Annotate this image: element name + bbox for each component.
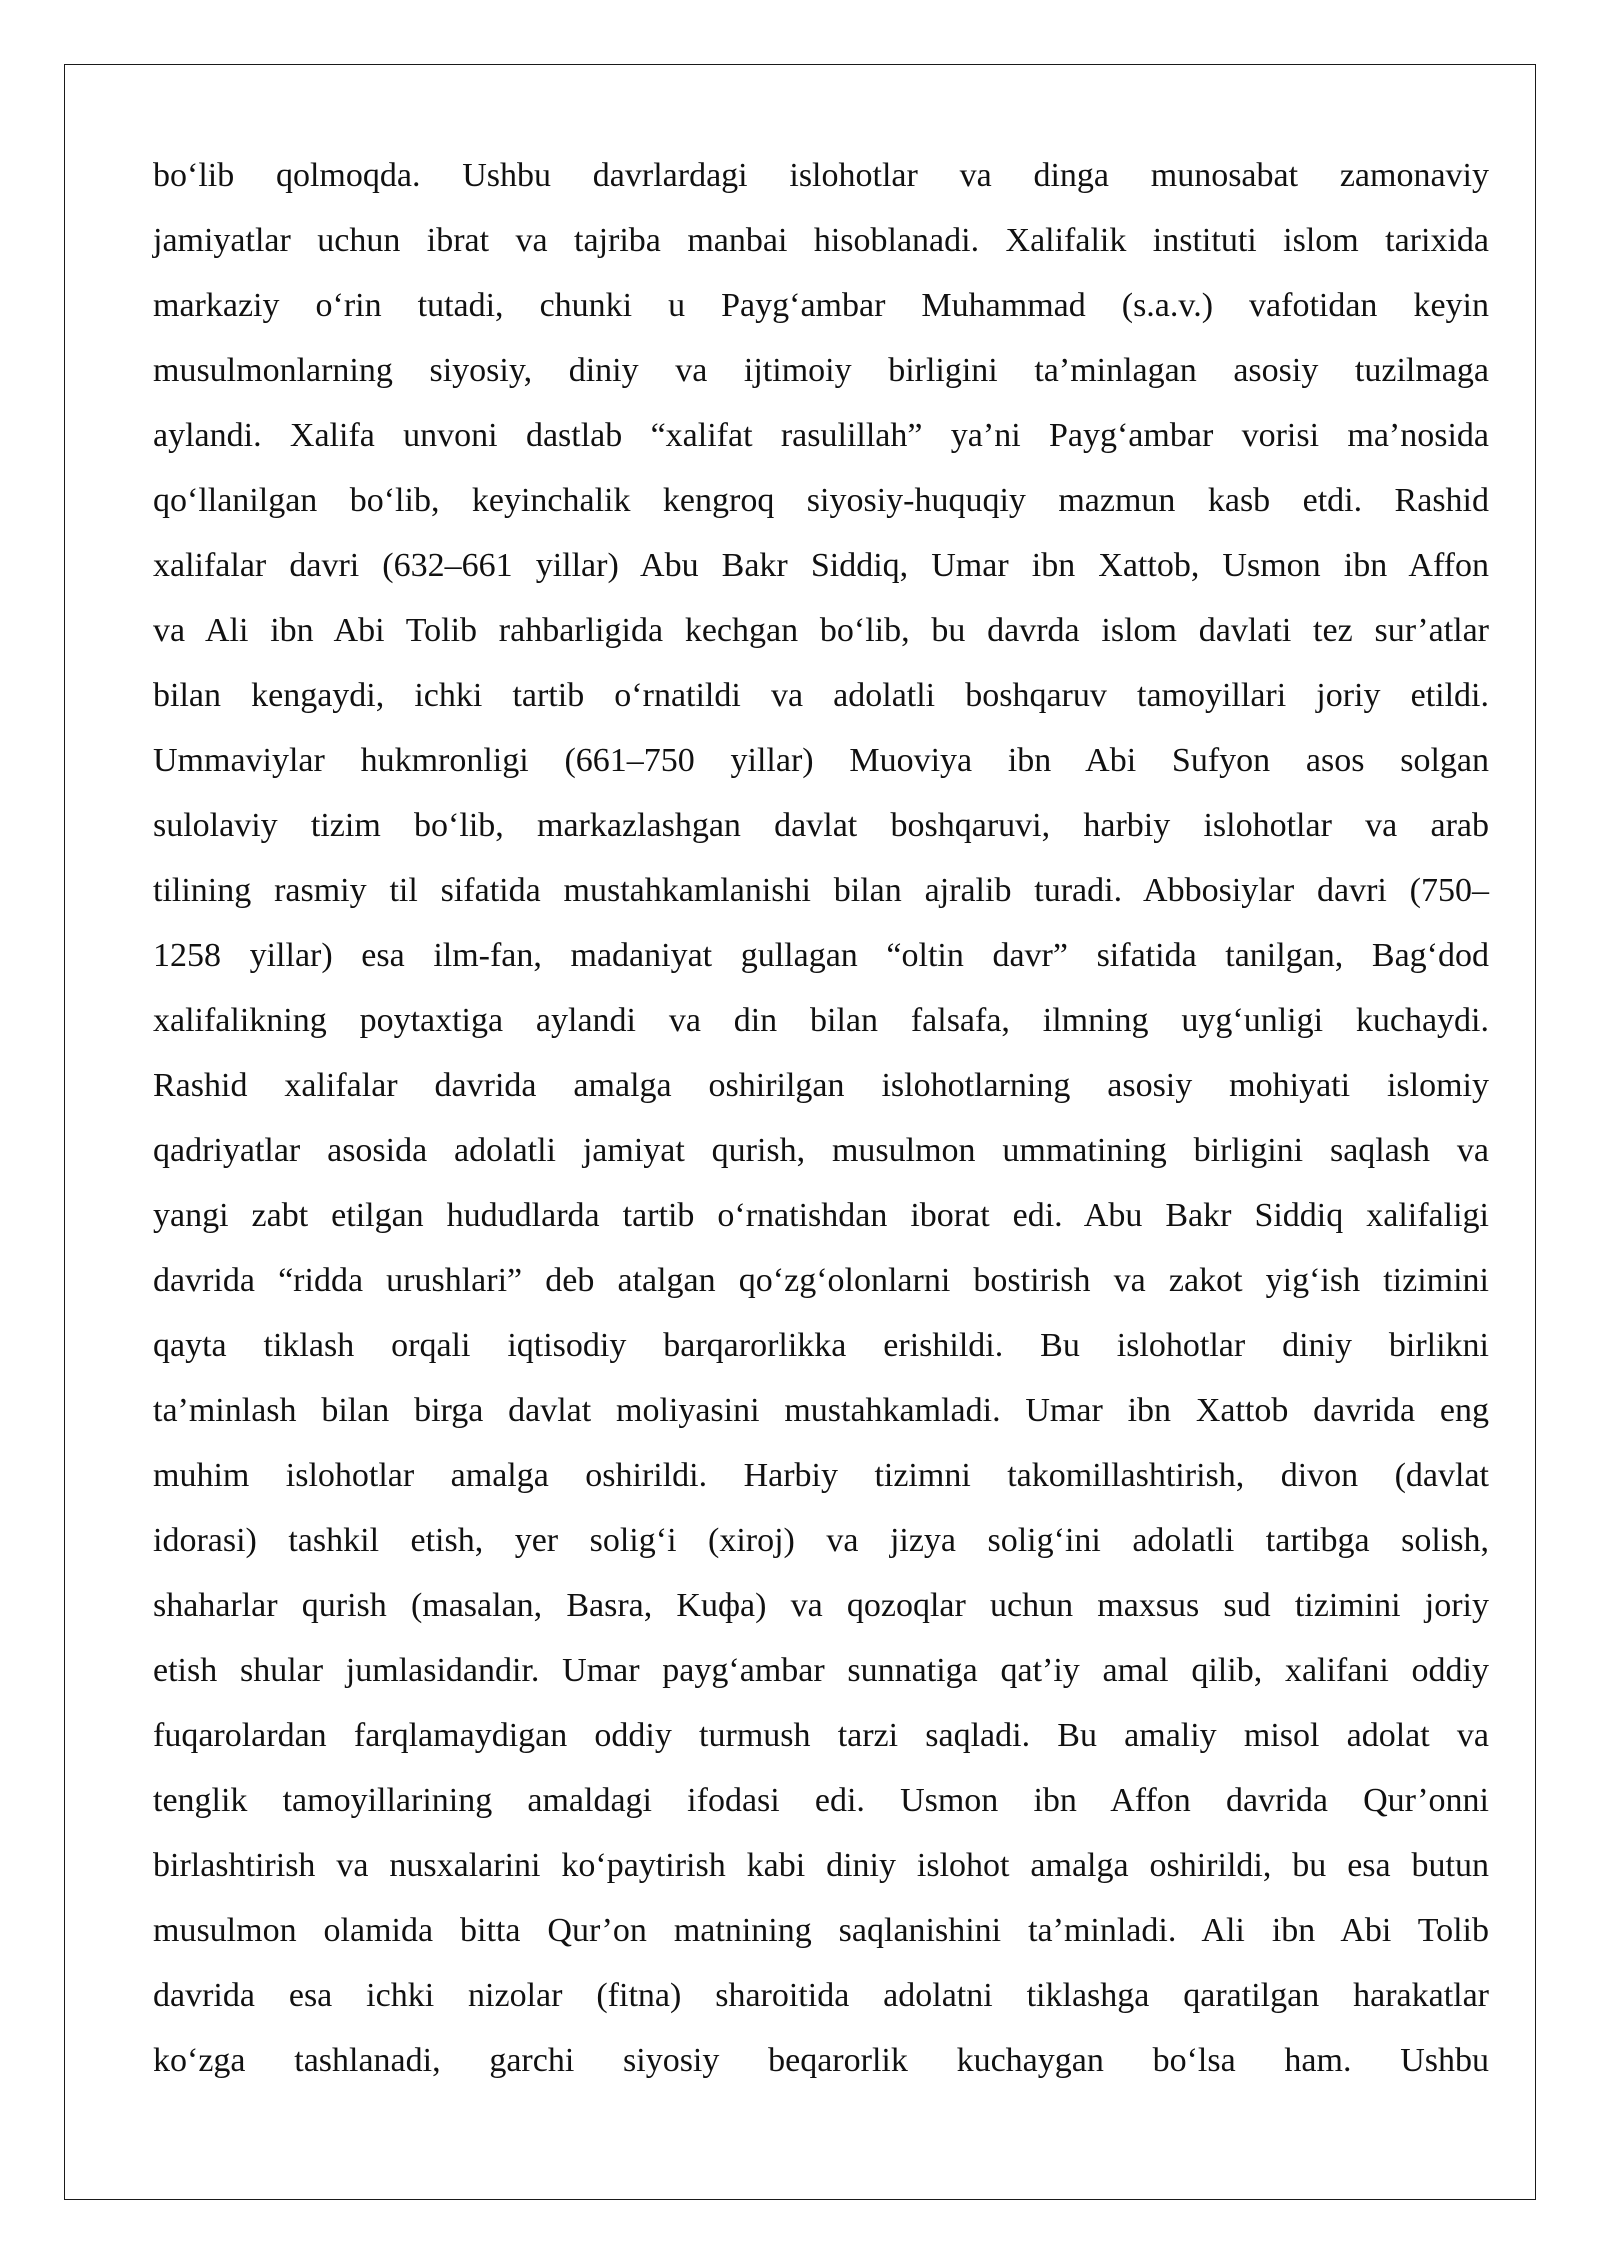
text-line: Rashid xalifalar davrida amalga oshirilgan islohotlarning asosiy mohiyati islomiy — [153, 1067, 1489, 1104]
text-line: qo‘llanilgan bo‘lib, keyinchalik kengroq siyosiy-huquqiy mazmun kasb etdi. Rashid — [153, 482, 1489, 519]
text-line: qayta tiklash orqali iqtisodiy barqarorlikka erishildi. Bu islohotlar diniy birlikni — [153, 1327, 1489, 1364]
text-line: davrida “ridda urushlari” deb atalgan qo‘zg‘olonlarni bostirish va zakot yig‘ish tizimini — [153, 1262, 1489, 1299]
text-line: bo‘lib qolmoqda. Ushbu davrlardagi islohotlar va dinga munosabat zamonaviy — [153, 157, 1489, 194]
text-line: muhim islohotlar amalga oshirildi. Harbiy tizimni takomillashtirish, divon (davlat — [153, 1457, 1489, 1494]
text-line: sulolaviy tizim bo‘lib, markazlashgan davlat boshqaruvi, harbiy islohotlar va arab — [153, 807, 1489, 844]
text-line: shaharlar qurish (masalan, Basra, Kuфa) va qozoqlar uchun maxsus sud tizimini joriy — [153, 1587, 1489, 1624]
text-line: idorasi) tashkil etish, yer solig‘i (xiroj) va jizya solig‘ini adolatli tartibga solish, — [153, 1522, 1489, 1559]
text-line: va Ali ibn Abi Tolib rahbarligida kechgan bo‘lib, bu davrda islom davlati tez sur’atlar — [153, 612, 1489, 649]
body-text — [153, 152, 1489, 2102]
text-line: davrida esa ichki nizolar (fitna) sharoitida adolatni tiklashga qaratilgan harakatlar — [153, 1977, 1489, 2014]
text-line: aylandi. Xalifa unvoni dastlab “xalifat rasulillah” ya’ni Payg‘ambar vorisi ma’nosida — [153, 417, 1489, 454]
text-line: birlashtirish va nusxalarini ko‘paytirish kabi diniy islohot amalga oshirildi, bu esa butun — [153, 1847, 1489, 1884]
text-line: etish shular jumlasidandir. Umar payg‘ambar sunnatiga qat’iy amal qilib, xalifani oddiy — [153, 1652, 1489, 1689]
text-line: jamiyatlar uchun ibrat va tajriba manbai hisoblanadi. Xalifalik instituti islom tarixida — [153, 222, 1489, 259]
text-line: bilan kengaydi, ichki tartib o‘rnatildi va adolatli boshqaruv tamoyillari joriy etildi. — [153, 677, 1489, 714]
text-line: tilining rasmiy til sifatida mustahkamlanishi bilan ajralib turadi. Abbosiylar davri (750– — [153, 872, 1489, 909]
text-line: yangi zabt etilgan hududlarda tartib o‘rnatishdan iborat edi. Abu Bakr Siddiq xalifaligi — [153, 1197, 1489, 1234]
text-line: xalifalar davri (632–661 yillar) Abu Bakr Siddiq, Umar ibn Xattob, Usmon ibn Affon — [153, 547, 1489, 584]
text-line: markaziy o‘rin tutadi, chunki u Payg‘ambar Muhammad (s.a.v.) vafotidan keyin — [153, 287, 1489, 324]
text-line: tenglik tamoyillarining amaldagi ifodasi edi. Usmon ibn Affon davrida Qur’onni — [153, 1782, 1489, 1819]
text-line: fuqarolardan farqlamaydigan oddiy turmush tarzi saqladi. Bu amaliy misol adolat va — [153, 1717, 1489, 1754]
text-line: ta’minlash bilan birga davlat moliyasini mustahkamladi. Umar ibn Xattob davrida eng — [153, 1392, 1489, 1429]
text-line: musulmonlarning siyosiy, diniy va ijtimoiy birligini ta’minlagan asosiy tuzilmaga — [153, 352, 1489, 389]
text-line: xalifalikning poytaxtiga aylandi va din bilan falsafa, ilmning uyg‘unligi kuchaydi. — [153, 1002, 1489, 1039]
text-line: 1258 yillar) esa ilm-fan, madaniyat gullagan “oltin davr” sifatida tanilgan, Bag‘dod — [153, 937, 1489, 974]
text-line: qadriyatlar asosida adolatli jamiyat qurish, musulmon ummatining birligini saqlash va — [153, 1132, 1489, 1169]
text-line: musulmon olamida bitta Qur’on matnining saqlanishini ta’minladi. Ali ibn Abi Tolib — [153, 1912, 1489, 1949]
text-line: Ummaviylar hukmronligi (661–750 yillar) Muoviya ibn Abi Sufyon asos solgan — [153, 742, 1489, 779]
text-line: ko‘zga tashlanadi, garchi siyosiy beqarorlik kuchaygan bo‘lsa ham. Ushbu — [153, 2042, 1489, 2079]
